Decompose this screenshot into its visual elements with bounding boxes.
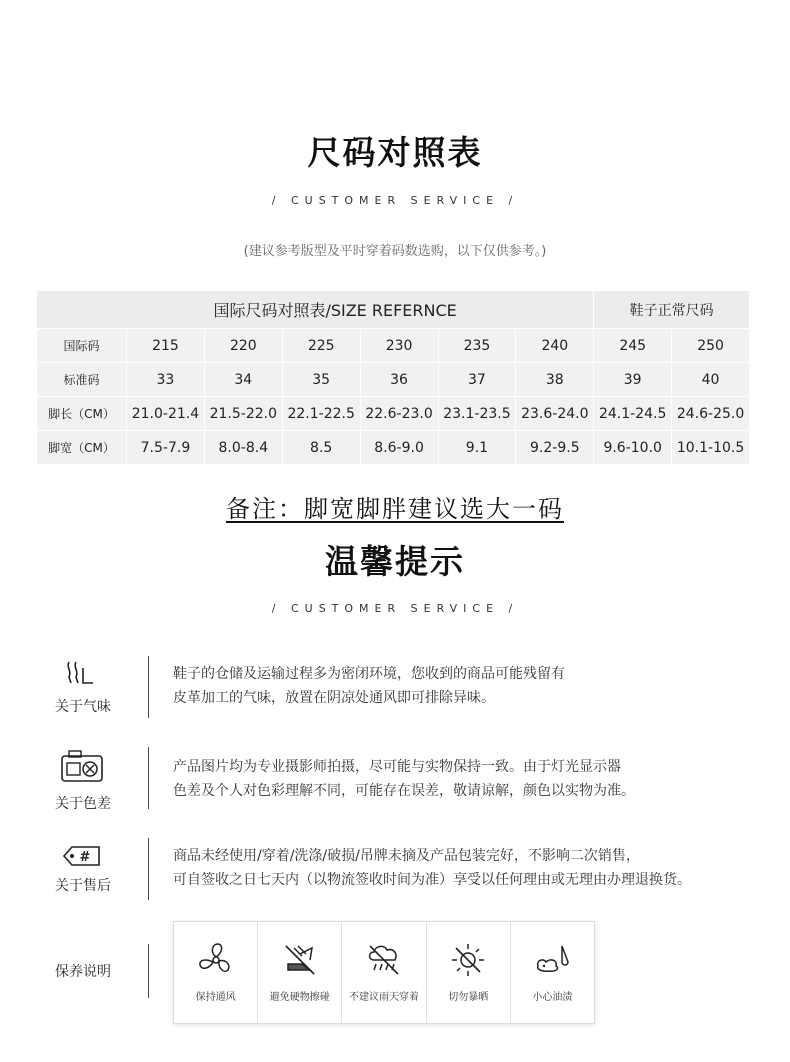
care-item-label: 小心油渍 [532,992,573,1003]
table-cell: 235 [438,329,516,363]
table-cell: 35 [282,363,360,397]
table-cell: 23.1-23.5 [438,397,516,431]
tip-label: 关于色差 [55,796,111,812]
table-row [37,431,750,465]
table-cell: 9.6-10.0 [594,431,672,465]
table-cell: 7.5-7.9 [127,431,205,465]
tag-icon [58,844,106,878]
table-cell: 34 [204,363,282,397]
size-table-header-row [37,291,750,329]
tip-divider [148,838,149,900]
tip-divider [148,747,149,809]
table-cell: 40 [672,363,750,397]
table-row [37,397,750,431]
tip-text-line: 色差及个人对色彩理解不同，可能存在误差，敬请谅解，颜色以实物为准。 [173,783,635,799]
table-cell: 9.1 [438,431,516,465]
row-label: 国际码 [37,329,127,363]
table-cell: 230 [360,329,438,363]
care-item-no-scratch [258,922,342,1023]
table-cell: 36 [360,363,438,397]
table-cell: 22.6-23.0 [360,397,438,431]
row-label: 脚宽（CM） [37,431,127,465]
care-box [173,921,595,1024]
table-cell: 220 [204,329,282,363]
table-cell: 39 [594,363,672,397]
size-note: (建议参考版型及平时穿着码数选购，以下仅供参考。) [243,244,547,259]
table-cell: 24.1-24.5 [594,397,672,431]
tips-title: 温馨提示 [325,542,465,581]
table-cell: 225 [282,329,360,363]
no-scratch-icon [280,940,320,980]
table-cell: 8.0-8.4 [204,431,282,465]
care-item-oil [511,922,594,1023]
camera-icon [58,749,106,783]
no-sun-icon [448,940,488,980]
tip-text-line: 鞋子的仓储及运输过程多为密闭环境，您收到的商品可能残留有 [173,666,565,682]
care-item-ventilate [174,922,258,1023]
care-item-no-rain [342,922,426,1023]
table-cell: 8.5 [282,431,360,465]
size-table [36,290,750,465]
table-cell: 10.1-10.5 [672,431,750,465]
tip-text-line: 产品图片均为专业摄影师拍摄，尽可能与实物保持一致。由于灯光显示器 [173,759,621,775]
odor-icon [58,658,106,692]
oil-stain-icon [532,940,572,980]
table-cell: 8.6-9.0 [360,431,438,465]
table-row [37,363,750,397]
table-row [37,329,750,363]
care-label: 保养说明 [55,964,111,980]
table-cell: 33 [127,363,205,397]
remark [0,489,790,524]
tip-text [173,844,783,892]
tip-text [173,755,773,803]
table-cell: 23.6-24.0 [516,397,594,431]
care-item-label: 不建议雨天穿着 [349,992,419,1003]
table-cell: 245 [594,329,672,363]
rain-icon [364,940,404,980]
tip-label: 关于售后 [55,878,111,894]
table-cell: 22.1-22.5 [282,397,360,431]
care-item-label: 避免硬物擦碰 [269,992,330,1003]
tip-divider [148,656,149,718]
table-cell: 38 [516,363,594,397]
table-cell: 21.0-21.4 [127,397,205,431]
tag-icon-text: # [79,850,91,865]
table-cell: 24.6-25.0 [672,397,750,431]
page-title: 尺码对照表 [307,133,483,172]
remark-text: 备注：脚宽脚胖建议选大一码 [226,495,564,523]
table-cell: 9.2-9.5 [516,431,594,465]
care-divider [148,944,149,998]
row-label: 标准码 [37,363,127,397]
table-cell: 240 [516,329,594,363]
table-cell: 37 [438,363,516,397]
customer-service-label: / CUSTOMER SERVICE / [271,194,519,207]
tip-text-line: 皮革加工的气味，放置在阴凉处通风即可排除异味。 [173,690,495,706]
tip-text-line: 商品未经使用/穿着/洗涤/破损/吊牌未摘及产品包装完好，不影响二次销售， [173,848,640,864]
table-cell: 250 [672,329,750,363]
tips-customer-service-label: / CUSTOMER SERVICE / [271,602,519,615]
size-table-header-right: 鞋子正常尺码 [594,291,750,329]
row-label: 脚长（CM） [37,397,127,431]
care-item-no-sun [427,922,511,1023]
fan-icon [196,940,236,980]
size-table-header-left: 国际尺码对照表/SIZE REFERNCE [37,291,594,329]
tip-text-line: 可自签收之日七天内（以物流签收时间为准）享受以任何理由或无理由办理退换货。 [173,872,691,888]
table-cell: 215 [127,329,205,363]
care-item-label: 保持通风 [195,992,236,1003]
care-item-label: 切勿暴晒 [448,992,489,1003]
tip-label: 关于气味 [55,699,111,715]
tip-text [173,662,773,710]
table-cell: 21.5-22.0 [204,397,282,431]
